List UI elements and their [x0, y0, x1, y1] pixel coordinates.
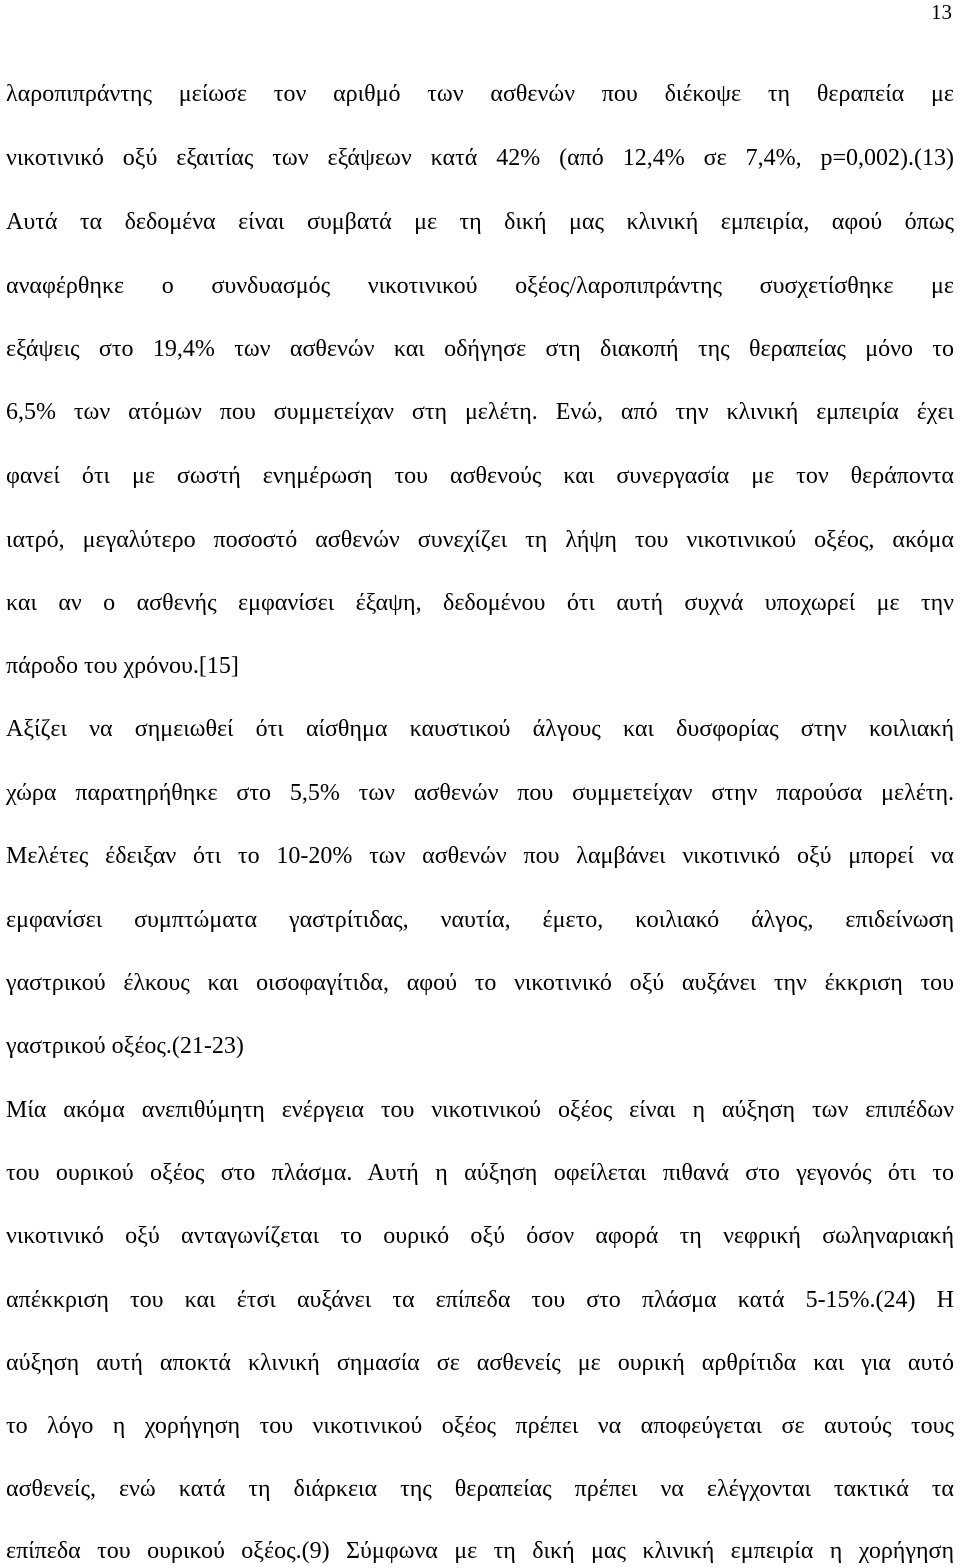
text-line: ιατρό, μεγαλύτερο ποσοστό ασθενών συνεχίζει τη λήψη του νικοτινικού οξέος, ακόμα [6, 527, 954, 553]
text-line: νικοτινικό οξύ ανταγωνίζεται το ουρικό οξύ όσον αφορά τη νεφρική σωληναριακή [6, 1223, 954, 1249]
text-line: λαροπιπράντης μείωσε τον αριθμό των ασθενών που διέκοψε τη θεραπεία με [6, 81, 954, 107]
page-number: 13 [931, 0, 952, 24]
text-line: Μία ακόμα ανεπιθύμητη ενέργεια του νικοτινικού οξέος είναι η αύξηση των επιπέδων [6, 1097, 954, 1123]
text-line: εξάψεις στο 19,4% των ασθενών και οδήγησε στη διακοπή της θεραπείας μόνο το [6, 336, 954, 362]
text-line: γαστρικού οξέος.(21-23) [6, 1033, 244, 1059]
text-line: επίπεδα του ουρικού οξέος.(9) Σύμφωνα με τη δική μας κλινική εμπειρία η χορήγηση [6, 1538, 954, 1564]
text-line: Αυτά τα δεδομένα είναι συμβατά με τη δική μας κλινική εμπειρία, αφού όπως [6, 209, 954, 235]
text-line: πάροδο του χρόνου.[15] [6, 653, 239, 679]
text-line: ασθενείς, ενώ κατά τη διάρκεια της θεραπείας πρέπει να ελέγχονται τακτικά τα [6, 1476, 954, 1502]
text-line: Μελέτες έδειξαν ότι το 10-20% των ασθενών που λαμβάνει νικοτινικό οξύ μπορεί να [6, 843, 954, 869]
text-line: 6,5% των ατόμων που συμμετείχαν στη μελέτη. Ενώ, από την κλινική εμπειρία έχει [6, 399, 954, 425]
text-line: φανεί ότι με σωστή ενημέρωση του ασθενούς και συνεργασία με τον θεράποντα [6, 463, 954, 489]
text-line: νικοτινικό οξύ εξαιτίας των εξάψεων κατά 42% (από 12,4% σε 7,4%, p=0,002).(13) [6, 145, 954, 171]
text-line: του ουρικού οξέος στο πλάσμα. Αυτή η αύξηση οφείλεται πιθανά στο γεγονός ότι το [6, 1160, 954, 1186]
text-line: γαστρικού έλκους και οισοφαγίτιδα, αφού το νικοτινικό οξύ αυξάνει την έκκριση του [6, 970, 954, 996]
text-line: Αξίζει να σημειωθεί ότι αίσθημα καυστικού άλγους και δυσφορίας στην κοιλιακή [6, 716, 954, 742]
text-line: χώρα παρατηρήθηκε στο 5,5% των ασθενών που συμμετείχαν στην παρούσα μελέτη. [6, 780, 954, 806]
text-line: απέκκριση του και έτσι αυξάνει τα επίπεδα του στο πλάσμα κατά 5-15%.(24) Η [6, 1287, 954, 1313]
text-line: αναφέρθηκε ο συνδυασμός νικοτινικού οξέος/λαροπιπράντης συσχετίσθηκε με [6, 273, 954, 299]
text-line: και αν ο ασθενής εμφανίσει έξαψη, δεδομένου ότι αυτή συχνά υποχωρεί με την [6, 590, 954, 616]
text-line: αύξηση αυτή αποκτά κλινική σημασία σε ασθενείς με ουρική αρθρίτιδα και για αυτό [6, 1350, 954, 1376]
text-line: το λόγο η χορήγηση του νικοτινικού οξέος πρέπει να αποφεύγεται σε αυτούς τους [6, 1413, 954, 1439]
text-line: εμφανίσει συμπτώματα γαστρίτιδας, ναυτία, έμετο, κοιλιακό άλγος, επιδείνωση [6, 907, 954, 933]
